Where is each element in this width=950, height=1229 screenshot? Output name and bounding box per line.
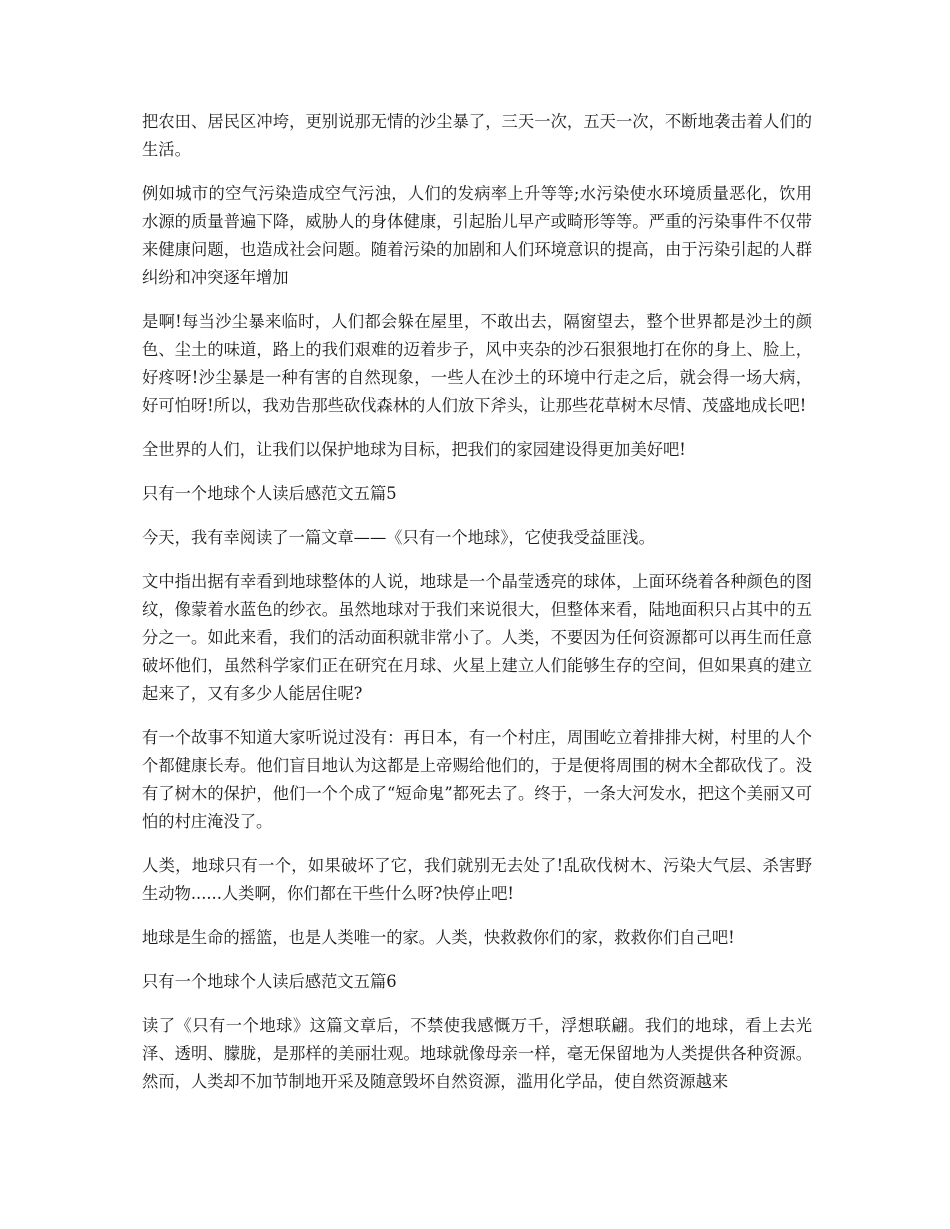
section-heading-5: 只有一个地球个人读后感范文五篇5: [142, 484, 397, 503]
paragraph-village-story: 有一个故事不知道大家听说过没有：再日本，有一个村庄，周围屹立着排排大树，村里的人个个都健康长寿。他们盲目地认为这都是上帝赐给他们的，于是便将周围的树木全都砍伐了。没有了树木的保护，他们一个个成了“短命鬼”都死去了。终于，一条大河发水，把这个美丽又可怕的村庄淹没了。: [142, 728, 812, 831]
paragraph-humanity-warning: 人类，地球只有一个，如果破坏了它，我们就别无去处了!乱砍伐树木、污染大气层、杀害野生动物......人类啊，你们都在干些什么呀?快停止吧!: [142, 856, 812, 903]
paragraph-sandstorm-experience: 是啊!每当沙尘暴来临时，人们都会躲在屋里，不敢出去，隔窗望去，整个世界都是沙土的颜色、尘土的味道，路上的我们艰难的迈着步子，风中夹杂的沙石狠狠地打在你的身上、脸上，好疼呀!沙尘暴是一种有害的自然现象，一些人在沙土的环境中行走之后，就会得一场大病，好可怕呀!所以，我劝告那些砍伐森林的人们放下斧头，让那些花草树木尽情、茂盛地成长吧!: [142, 312, 812, 415]
paragraph-sandstorm-intro: 把农田、居民区冲垮，更别说那无情的沙尘暴了，三天一次，五天一次，不断地袭击着人们的生活。: [142, 112, 812, 159]
paragraph-pollution-examples: 例如城市的空气污染造成空气污浊，人们的发病率上升等等;水污染使水环境质量恶化，饮用水源的质量普遍下降，威胁人的身体健康，引起胎儿早产或畸形等等。严重的污染事件不仅带来健康问题，也造成社会问题。随着污染的加剧和人们环境意识的提高，由于污染引起的人群纠纷和冲突逐年增加: [142, 184, 812, 287]
document-page: [142, 108, 812, 1112]
paragraph-call-to-action: 全世界的人们，让我们以保护地球为目标，把我们的家园建设得更加美好吧!: [142, 440, 686, 459]
section-heading-6: 只有一个地球个人读后感范文五篇6: [142, 972, 397, 991]
paragraph-essay6-intro: 读了《只有一个地球》这篇文章后，不禁使我感慨万千，浮想联翩。我们的地球，看上去光泽、透明、朦胧，是那样的美丽壮观。地球就像母亲一样，毫无保留地为人类提供各种资源。然而，人类却不加节制地开采及随意毁坏自然资源，滥用化学品，使自然资源越来: [142, 1016, 812, 1091]
paragraph-cradle-of-life: 地球是生命的摇篮，也是人类唯一的家。人类，快救救你们的家，救救你们自己吧!: [142, 928, 735, 947]
paragraph-earth-description: 文中指出据有幸看到地球整体的人说，地球是一个晶莹透亮的球体，上面环绕着各种颜色的图纹，像蒙着水蓝色的纱衣。虽然地球对于我们来说很大，但整体来看，陆地面积只占其中的五分之一。如此来看，我们的活动面积就非常小了。人类，不要因为任何资源都可以再生而任意破坏他们，虽然科学家们正在研究在月球、火星上建立人们能够生存的空间，但如果真的建立起来了，又有多少人能居住呢?: [142, 572, 812, 703]
paragraph-essay5-intro: 今天，我有幸阅读了一篇文章——《只有一个地球》，它使我受益匪浅。: [142, 528, 655, 547]
